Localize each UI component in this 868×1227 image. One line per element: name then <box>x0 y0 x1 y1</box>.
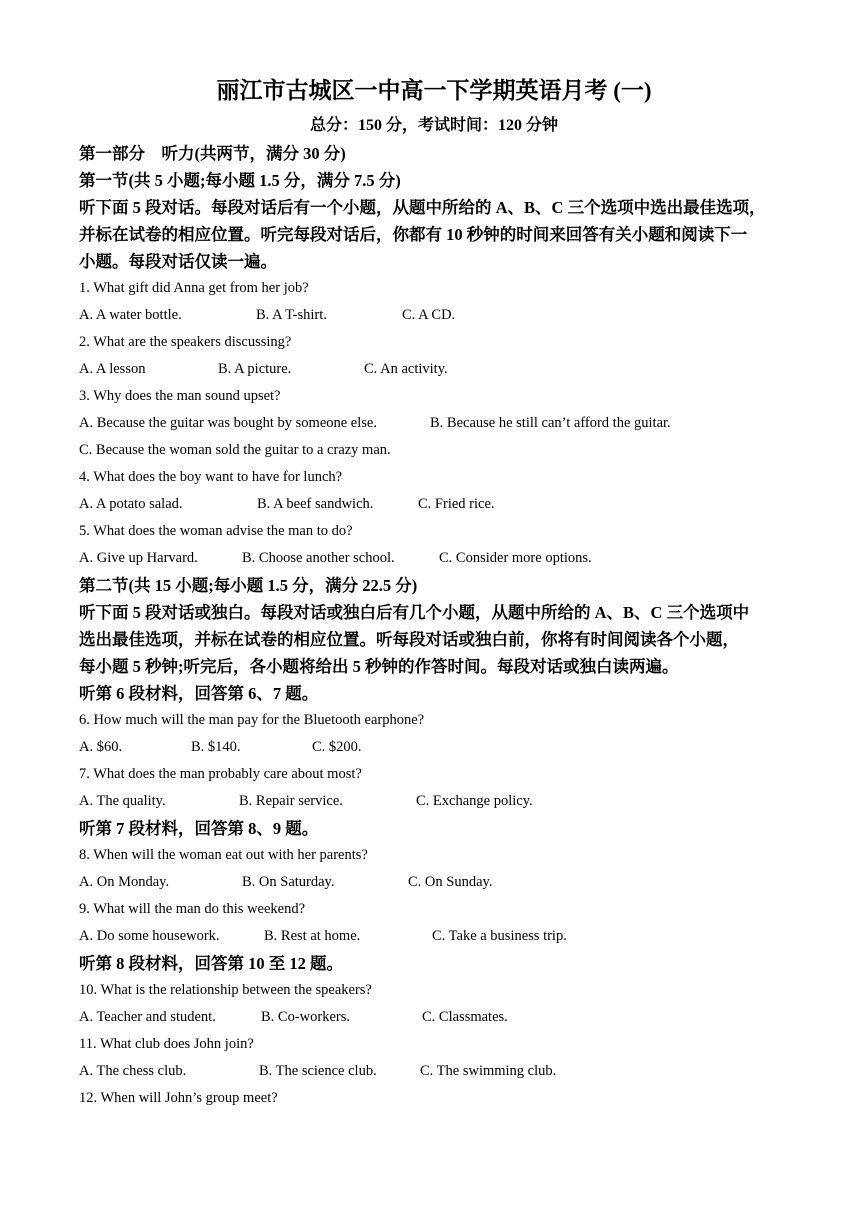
option-a: A. A potato salad. <box>79 496 183 512</box>
exam-title: 丽江市古城区一中高一下学期英语月考 (一) <box>216 78 652 103</box>
option-c: C. Take a business trip. <box>432 928 567 944</box>
option-c: C. The swimming club. <box>420 1063 557 1079</box>
option-b: B. The science club. <box>259 1063 377 1079</box>
question-stem: 12. When will John’s group meet? <box>79 1090 278 1106</box>
option-b: B. A picture. <box>218 361 292 377</box>
option-b: B. Co-workers. <box>261 1009 351 1025</box>
option-a: A. A water bottle. <box>79 307 182 323</box>
option-a: A. Because the guitar was bought by someone else. <box>79 415 377 431</box>
option-a: A. Teacher and student. <box>79 1009 216 1025</box>
material-heading: 听第 7 段材料，回答第 8、9 题。 <box>79 819 319 838</box>
section2-instruction-line: 选出最佳选项，并标在试卷的相应位置。听每段对话或独白前，你将有时间阅读各个小题， <box>79 630 739 649</box>
question-stem: 2. What are the speakers discussing? <box>79 334 292 350</box>
section1-instruction-line: 小题。每段对话仅读一遍。 <box>79 252 277 271</box>
question-stem: 10. What is the relationship between the speakers? <box>79 982 372 998</box>
option-a: A. On Monday. <box>79 874 170 890</box>
section2-instruction-line: 听下面 5 段对话或独白。每段对话或独白后有几个小题，从题中所给的 A、B、C 三个选项中 <box>79 603 750 622</box>
question-stem: 11. What club does John join? <box>79 1036 254 1052</box>
option-b: B. Because he still can’t afford the guitar. <box>430 415 671 431</box>
option-b: B. Choose another school. <box>242 550 395 566</box>
section2-heading: 第二节(共 15 小题;每小题 1.5 分，满分 22.5 分) <box>79 576 418 595</box>
option-c: C. Exchange policy. <box>416 793 533 809</box>
option-c: C. A CD. <box>402 307 456 323</box>
section1-heading: 第一节(共 5 小题;每小题 1.5 分，满分 7.5 分) <box>79 171 401 190</box>
question-stem: 7. What does the man probably care about most? <box>79 766 362 782</box>
option-c: C. An activity. <box>364 361 448 377</box>
option-a: A. Give up Harvard. <box>79 550 198 566</box>
option-a: A. The chess club. <box>79 1063 187 1079</box>
question-stem: 3. Why does the man sound upset? <box>79 388 281 404</box>
question-stem: 1. What gift did Anna get from her job? <box>79 280 309 296</box>
option-b: B. A T-shirt. <box>256 307 327 323</box>
section1-instruction-line: 并标在试卷的相应位置。听完每段对话后，你都有 10 秒钟的时间来回答有关小题和阅读下一 <box>79 225 748 244</box>
question-stem: 4. What does the boy want to have for lunch? <box>79 469 343 485</box>
option-b: B. Rest at home. <box>264 928 361 944</box>
section1-instruction-line: 听下面 5 段对话。每段对话后有一个小题，从题中所给的 A、B、C 三个选项中选出最佳选项， <box>79 198 766 217</box>
option-a: A. Do some housework. <box>79 928 220 944</box>
part1-heading: 第一部分 听力(共两节，满分 30 分) <box>79 144 346 163</box>
material-heading: 听第 8 段材料，回答第 10 至 12 题。 <box>79 954 343 973</box>
option-c: C. Classmates. <box>422 1009 508 1025</box>
section2-instruction-line: 每小题 5 秒钟;听完后，各小题将给出 5 秒钟的作答时间。每段对话或独白读两遍。 <box>79 657 679 676</box>
exam-subtitle: 总分：150 分，考试时间：120 分钟 <box>309 117 558 134</box>
option-c: C. On Sunday. <box>408 874 493 890</box>
option-b: B. $140. <box>191 739 241 755</box>
option-c: C. $200. <box>312 739 362 755</box>
option-a: A. The quality. <box>79 793 166 809</box>
question-stem: 6. How much will the man pay for the Bluetooth earphone? <box>79 712 425 728</box>
option-c: C. Because the woman sold the guitar to a crazy man. <box>79 442 391 458</box>
question-stem: 9. What will the man do this weekend? <box>79 901 306 917</box>
option-b: B. Repair service. <box>239 793 343 809</box>
question-stem: 5. What does the woman advise the man to do? <box>79 523 353 539</box>
option-a: A. $60. <box>79 739 123 755</box>
material-heading: 听第 6 段材料，回答第 6、7 题。 <box>79 684 319 703</box>
option-c: C. Fried rice. <box>418 496 495 512</box>
option-b: B. A beef sandwich. <box>257 496 374 512</box>
question-stem: 8. When will the woman eat out with her parents? <box>79 847 368 863</box>
option-c: C. Consider more options. <box>439 550 592 566</box>
option-b: B. On Saturday. <box>242 874 335 890</box>
option-a: A. A lesson <box>79 361 146 377</box>
